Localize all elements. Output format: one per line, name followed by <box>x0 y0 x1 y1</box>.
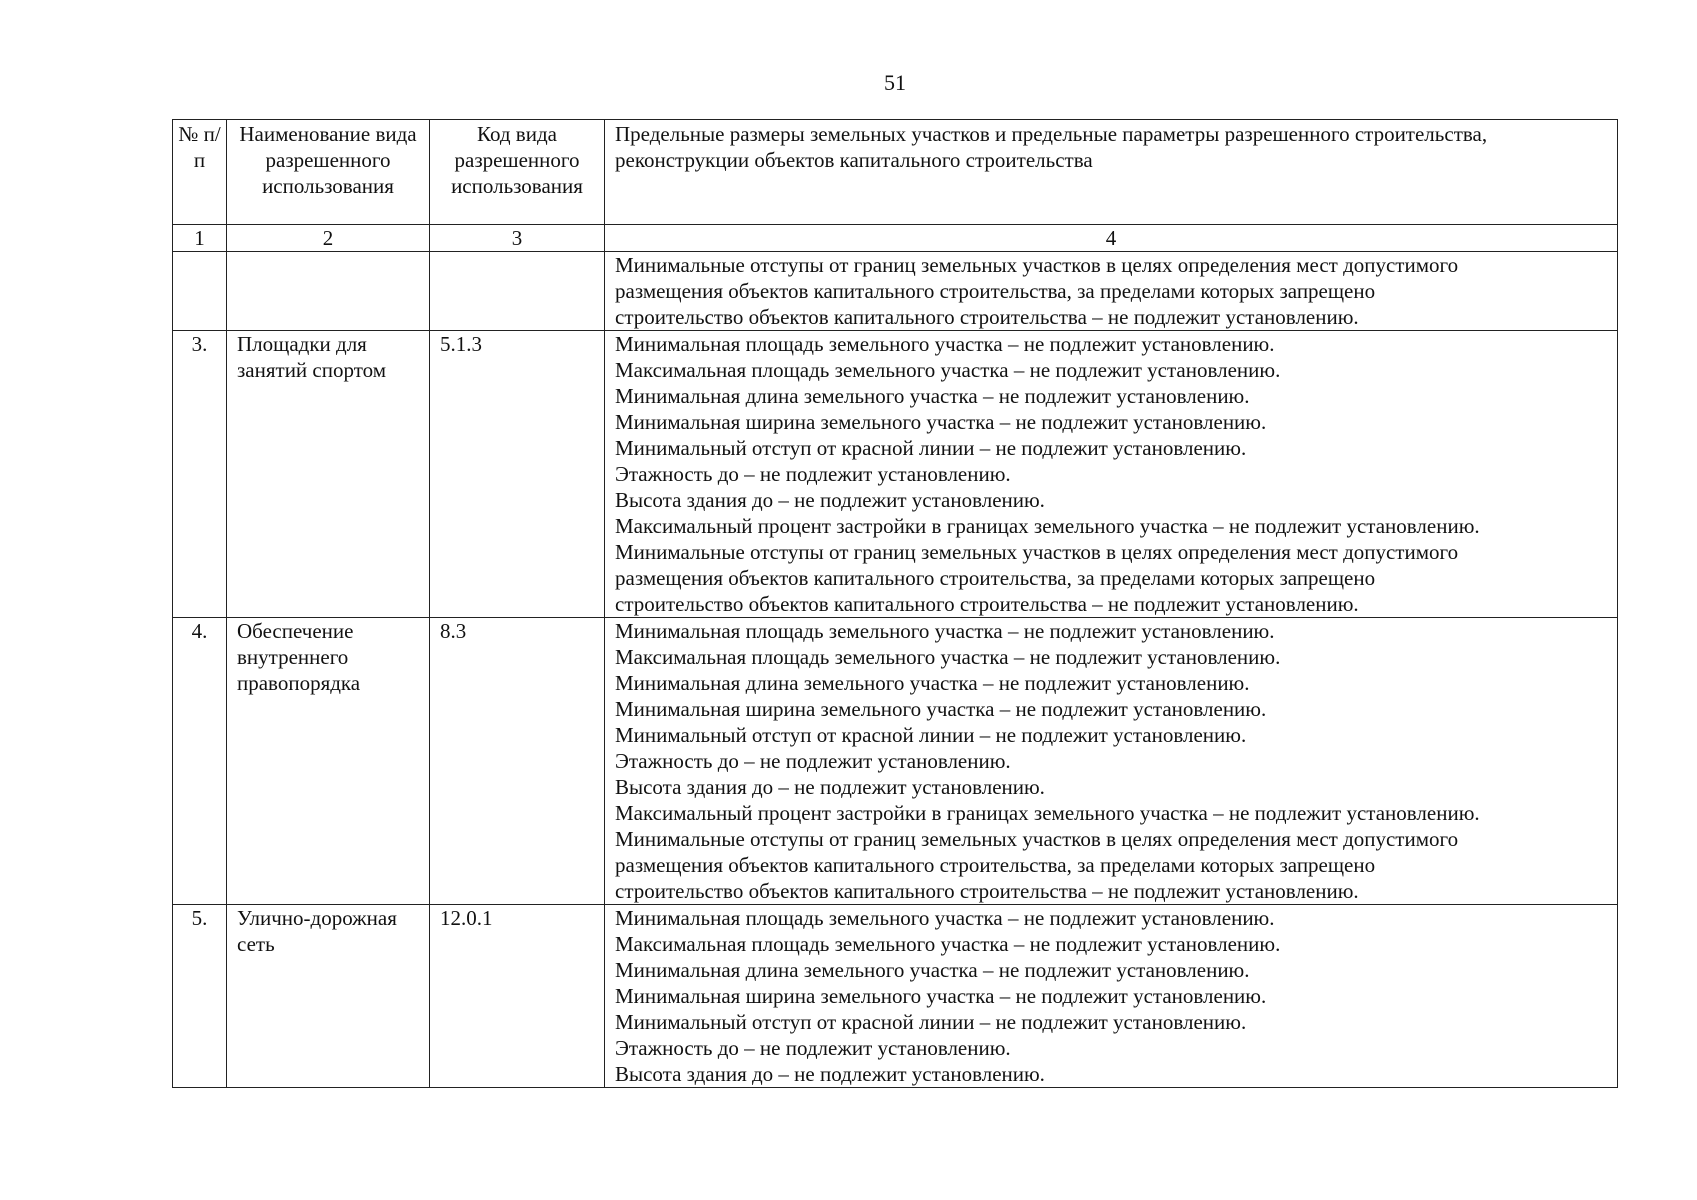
table-body <box>173 252 1618 1088</box>
parameter-line: Максимальный процент застройки в границах земельного участка – не подлежит установлению. <box>615 801 1480 825</box>
parameter-line: Максимальная площадь земельного участка – не подлежит установлению. <box>615 932 1281 956</box>
header-use-name <box>227 120 430 225</box>
row-number-cell <box>173 331 227 618</box>
use-name-cell <box>227 905 430 1088</box>
parameters-cell <box>605 618 1618 905</box>
use-name-cell <box>227 331 430 618</box>
parameter-line: Минимальная ширина земельного участка – не подлежит установлению. <box>615 984 1267 1008</box>
use-name-cell <box>227 252 430 331</box>
header-use-code-text: Код вида разрешенного использования <box>451 122 583 198</box>
use-name: Обеспечение внутреннего правопорядка <box>237 619 361 695</box>
header-parameters <box>605 120 1618 225</box>
parameter-line: Минимальная площадь земельного участка – не подлежит установлению. <box>615 619 1275 643</box>
use-code: 12.0.1 <box>440 906 493 930</box>
parameter-line: Максимальная площадь земельного участка – не подлежит установлению. <box>615 645 1281 669</box>
parameter-line: Этажность до – не подлежит установлению. <box>615 462 1011 486</box>
row-number-cell <box>173 252 227 331</box>
parameter-line: Этажность до – не подлежит установлению. <box>615 1036 1011 1060</box>
use-name-cell <box>227 618 430 905</box>
column-number: 4 <box>605 225 1618 252</box>
land-use-parameters-table <box>172 119 1618 1088</box>
use-code-cell <box>430 331 605 618</box>
parameter-line: Минимальная длина земельного участка – не подлежит установлению. <box>615 671 1250 695</box>
use-code-cell <box>430 905 605 1088</box>
table-row <box>173 618 1618 905</box>
use-name: Площадки для занятий спортом <box>237 332 386 382</box>
table-row <box>173 252 1618 331</box>
row-number-cell <box>173 618 227 905</box>
parameter-line: Минимальные отступы от границ земельных участков в целях определения мест допустимого <box>615 253 1459 277</box>
row-number: 5. <box>191 906 208 930</box>
column-number: 1 <box>173 225 227 252</box>
column-number: 2 <box>227 225 430 252</box>
parameter-line: строительство объектов капитального строительства – не подлежит установлению. <box>615 305 1359 329</box>
parameter-line: размещения объектов капитального строительства, за пределами которых запрещено <box>615 279 1376 303</box>
parameter-line: Минимальная ширина земельного участка – не подлежит установлению. <box>615 697 1267 721</box>
parameters-cell <box>605 331 1618 618</box>
column-number: 3 <box>430 225 605 252</box>
use-code-cell <box>430 252 605 331</box>
header-parameters-text: Предельные размеры земельных участков и предельные параметры разрешенного строительства, реконструкции объектов капитального строительства <box>615 122 1488 172</box>
header-use-code <box>430 120 605 225</box>
parameters <box>605 331 1617 617</box>
row-number: 3. <box>191 332 208 356</box>
parameter-line: строительство объектов капитального строительства – не подлежит установлению. <box>615 592 1359 616</box>
parameter-line: Минимальная площадь земельного участка – не подлежит установлению. <box>615 906 1275 930</box>
parameters <box>605 618 1617 904</box>
parameters <box>605 905 1617 1087</box>
column-number-row <box>173 225 1618 252</box>
parameter-line: Максимальный процент застройки в границах земельного участка – не подлежит установлению. <box>615 514 1480 538</box>
parameters <box>605 252 1617 330</box>
row-number-cell <box>173 905 227 1088</box>
page-number: 51 <box>884 70 906 95</box>
parameter-line: Высота здания до – не подлежит установлению. <box>615 1062 1045 1086</box>
header-use-name-text: Наименование вида разрешенного использования <box>239 122 417 198</box>
use-code-cell <box>430 618 605 905</box>
parameter-line: Этажность до – не подлежит установлению. <box>615 749 1011 773</box>
table-row <box>173 331 1618 618</box>
header-number <box>173 120 227 225</box>
parameter-line: Минимальные отступы от границ земельных участков в целях определения мест допустимого <box>615 827 1459 851</box>
use-code: 5.1.3 <box>440 332 482 356</box>
parameter-line: строительство объектов капитального строительства – не подлежит установлению. <box>615 879 1359 903</box>
parameter-line: размещения объектов капитального строительства, за пределами которых запрещено <box>615 853 1376 877</box>
parameter-line: Минимальный отступ от красной линии – не подлежит установлению. <box>615 1010 1247 1034</box>
parameters-cell <box>605 905 1618 1088</box>
parameter-line: Высота здания до – не подлежит установлению. <box>615 775 1045 799</box>
parameter-line: Минимальный отступ от красной линии – не подлежит установлению. <box>615 436 1247 460</box>
parameter-line: Минимальная площадь земельного участка – не подлежит установлению. <box>615 332 1275 356</box>
parameter-line: Минимальные отступы от границ земельных участков в целях определения мест допустимого <box>615 540 1459 564</box>
parameter-line: Минимальная ширина земельного участка – не подлежит установлению. <box>615 410 1267 434</box>
parameters-cell <box>605 252 1618 331</box>
parameter-line: Минимальный отступ от красной линии – не подлежит установлению. <box>615 723 1247 747</box>
row-number: 4. <box>191 619 208 643</box>
parameter-line: Максимальная площадь земельного участка – не подлежит установлению. <box>615 358 1281 382</box>
table-row <box>173 905 1618 1088</box>
table-header-row <box>173 120 1618 225</box>
parameter-line: Минимальная длина земельного участка – не подлежит установлению. <box>615 958 1250 982</box>
use-code: 8.3 <box>440 619 467 643</box>
parameter-line: Высота здания до – не подлежит установлению. <box>615 488 1045 512</box>
header-number-text: № п/п <box>178 122 221 172</box>
use-name: Улично-дорожная сеть <box>237 906 397 956</box>
parameter-line: Минимальная длина земельного участка – не подлежит установлению. <box>615 384 1250 408</box>
parameter-line: размещения объектов капитального строительства, за пределами которых запрещено <box>615 566 1376 590</box>
